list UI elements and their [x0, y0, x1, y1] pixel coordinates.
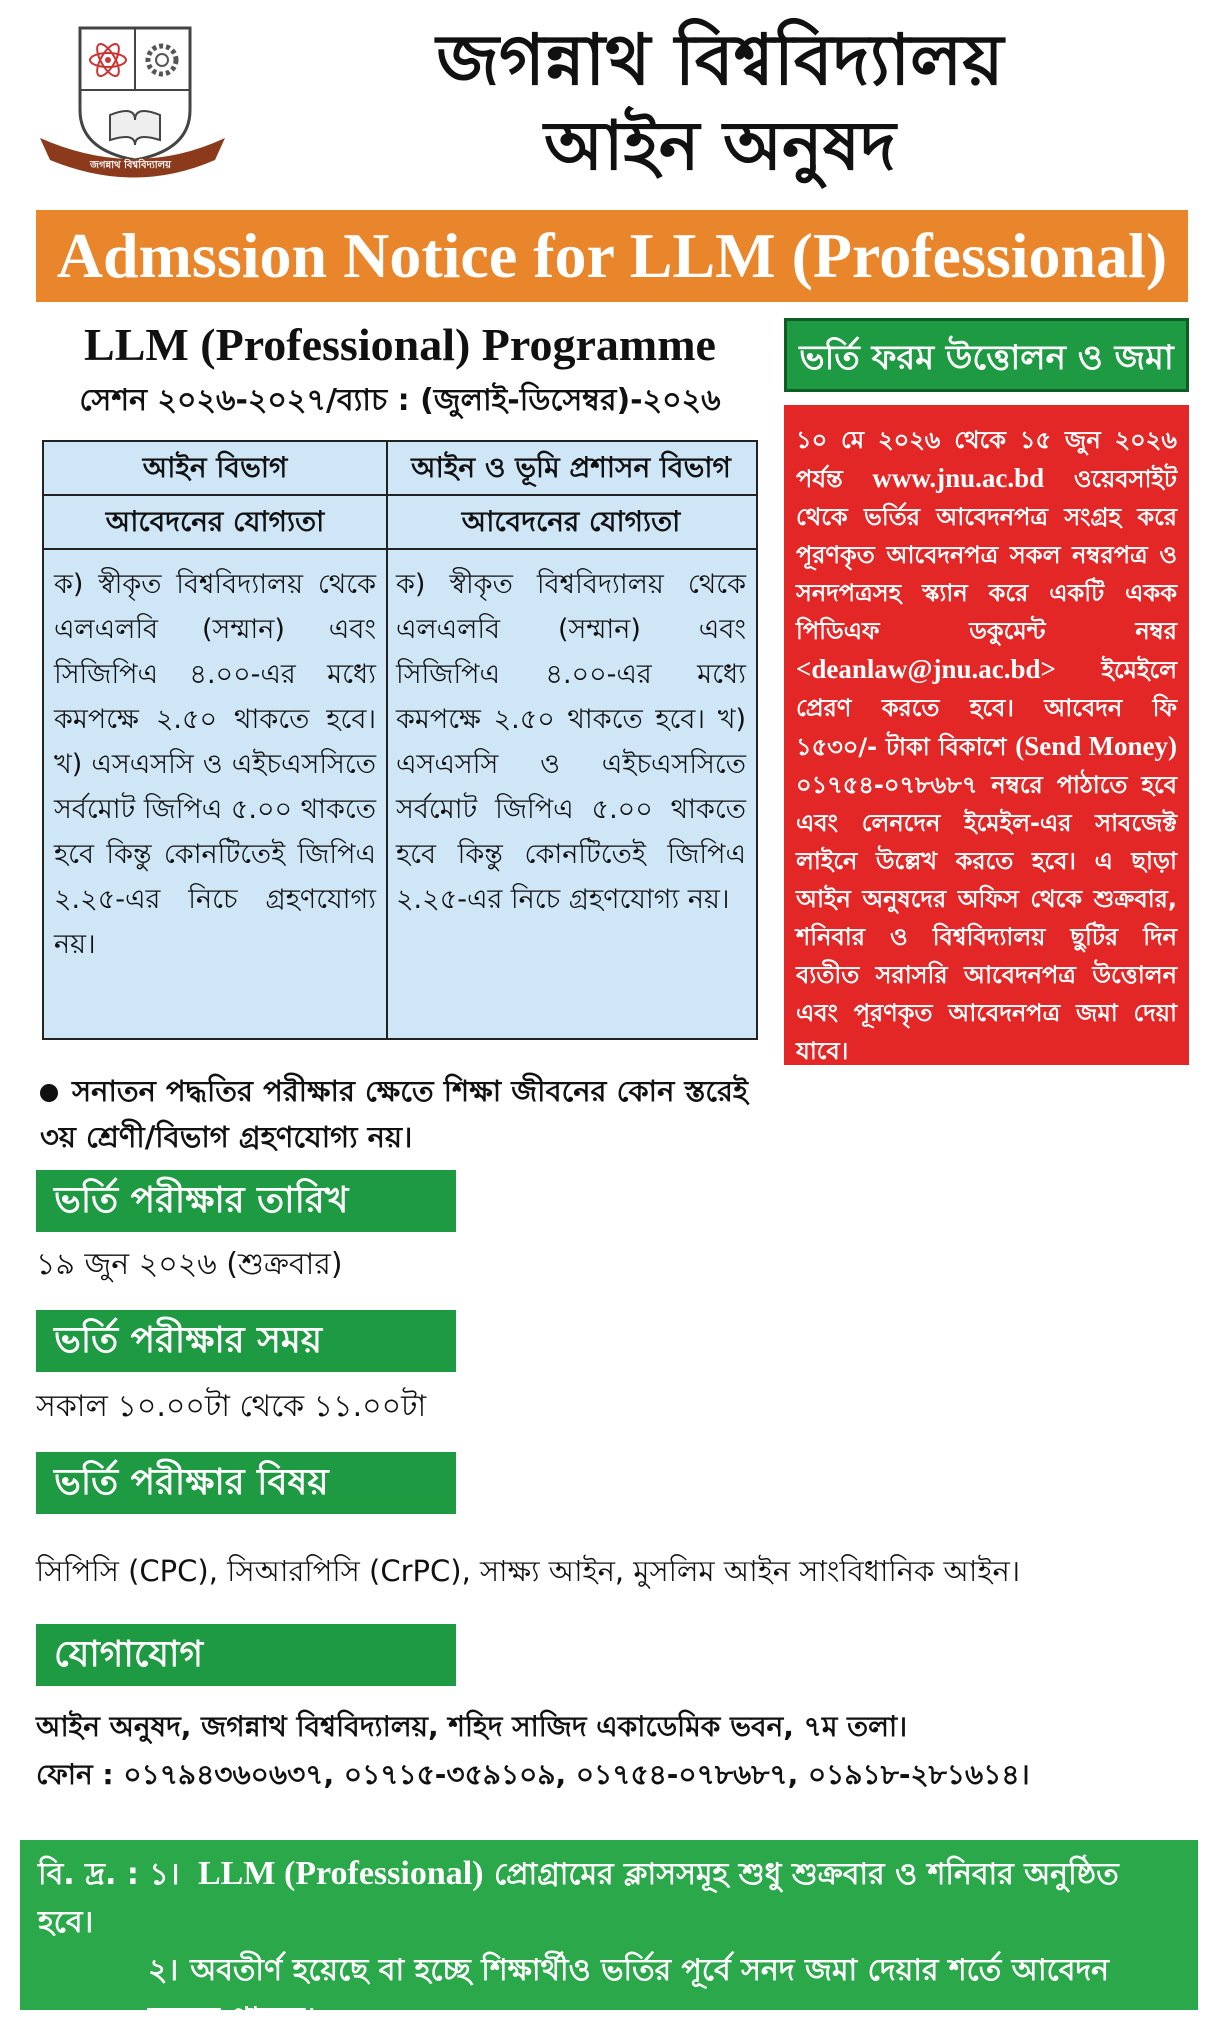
exam-time-heading: ভর্তি পরীক্ষার সময় — [36, 1310, 456, 1372]
eligibility-text: ক) স্বীকৃত বিশ্ববিদ্যালয় থেকে এলএলবি (সম্মান) এবং সিজিপিএ ৪.০০-এর মধ্যে কমপক্ষে ২.৫০ থাকতে হবে। খ) এসএসসি ও এইচএসসিতে সর্বমোট জিপিএ ৫.০০ থাকতে হবে কিন্তু কোনটিতেই জিপিএ ২.২৫-এর নিচে গ্রহণযোগ্য নয়। — [396, 569, 746, 915]
exam-subjects-heading: ভর্তি পরীক্ষার বিষয় — [36, 1452, 456, 1514]
footer-note — [20, 1840, 1198, 2036]
eligibility-subheading: আবেদনের যোগ্যতা — [386, 496, 756, 550]
eligibility-table — [42, 440, 758, 1040]
note1-programme: LLM (Professional) — [198, 1855, 484, 1892]
eligibility-subheading: আবেদনের যোগ্যতা — [44, 496, 386, 550]
exam-date-heading: ভর্তি পরীক্ষার তারিখ — [36, 1170, 456, 1232]
exam-subjects-value: সিপিসি (CPC), সিআরপিসি (CrPC), সাক্ষ্য আইন, মুসলিম আইন সাংবিধানিক আইন। — [36, 1554, 1021, 1588]
admission-banner: Admssion Notice for LLM (Professional) — [36, 210, 1188, 302]
form-dates: ১০ মে ২০২৬ থেকে ১৫ জুন ২০২৬ পর্যন্ত — [796, 426, 1177, 493]
form-text-2: ওয়েবসাইট থেকে ভর্তির আবেদনপত্র সংগ্রহ করে পূরণকৃত আবেদনপত্র সকল নম্বরপত্র ও সনদপত্রসহ স্ক্যান করে একটি একক পিডিএফ ডকুমেন্ট নম্বর — [796, 465, 1177, 645]
form-instructions — [784, 405, 1189, 1065]
contact-heading: যোগাযোগ — [36, 1624, 456, 1686]
website-link[interactable]: www.jnu.ac.bd — [872, 463, 1045, 493]
programme-title: LLM (Professional) Programme — [84, 319, 716, 370]
email-link[interactable]: <deanlaw@jnu.ac.bd> — [796, 654, 1056, 684]
send-money-label: (Send Money) — [1015, 731, 1178, 761]
note1-text: প্রোগ্রামের ক্লাসসমূহ শুধু শুক্রবার ও শনিবার অনুষ্ঠিত হবে। — [38, 1857, 1119, 1940]
grade-note-text: সনাতন পদ্ধতির পরীক্ষার ক্ষেতে শিক্ষা জীবনের কোন স্তরেই ৩য় শ্রেণী/বিভাগ গ্রহণযোগ্য নয়। — [40, 1074, 749, 1154]
exam-date-value: ১৯ জুন ২০২৬ (শুক্রবার) — [36, 1247, 343, 1282]
department-heading: আইন বিভাগ — [44, 442, 386, 496]
note-label: বি. দ্র. : ১। — [38, 1857, 180, 1892]
university-name: জগন্নাথ বিশ্ববিদ্যালয় — [436, 19, 1004, 101]
logo-caption: জগন্নাথ বিশ্ববিদ্যালয় — [90, 160, 172, 171]
department-heading: আইন ও ভূমি প্রশাসন বিভাগ — [386, 442, 756, 496]
footer-note-1 — [38, 1850, 1180, 1947]
note2-text: অবতীর্ণ হয়েছে বা হচ্ছে শিক্ষার্থীও ভর্তির পূর্বে সনদ জমা দেয়ার শর্তে আবেদন করতে পারবে। — [148, 1953, 1110, 2036]
contact-phone: ফোন : ০১৭৯৪৩৬০৬৩৭, ০১৭১৫-৩৫৯১০৯, ০১৭৫৪-০৭৮৬৮৭, ০১৯১৮-২৮১৬১৪। — [36, 1758, 1030, 1791]
contact-address: আইন অনুষদ, জগন্নাথ বিশ্ববিদ্যালয়, শহিদ সাজিদ একাডেমিক ভবন, ৭ম তলা। — [36, 1710, 908, 1743]
bullet-icon — [40, 1084, 58, 1102]
note2-number: ২। — [148, 1953, 179, 1988]
faculty-name: আইন অনুষদ — [544, 107, 896, 186]
form-section-heading: ভর্তি ফরম উত্তোলন ও জমা — [784, 318, 1189, 392]
law-department-column — [44, 442, 388, 1038]
footer-note-2 — [38, 1947, 1180, 2043]
university-logo — [30, 20, 235, 180]
form-text-4: ০১৭৫৪-০৭৮৬৮৭ নম্বরে পাঠাতে হবে এবং লেনদেন ইমেইল-এর সাবজেক্ট লাইনে উল্লেখ করতে হবে। এ ছাড়া আইন অনুষদের অফিস থেকে শুক্রবার, শনিবার ও বিশ্ববিদ্যালয় ছুটির দিন ব্যতীত সরাসরি আবেদনপত্র উত্তোলন এবং পূরণকৃত আবেদনপত্র জমা দেয়া যাবে। — [796, 771, 1177, 1065]
grade-note — [40, 1068, 760, 1160]
form-text-3: ইমেইলে প্রেরণ করতে হবে। আবেদন ফি ১৫৩০/- টাকা বিকাশে — [796, 656, 1177, 761]
exam-time-value: সকাল ১০.০০টা থেকে ১১.০০টা — [36, 1389, 427, 1424]
law-land-admin-column — [386, 442, 756, 1038]
eligibility-text: ক) স্বীকৃত বিশ্ববিদ্যালয় থেকে এলএলবি (সম্মান) এবং সিজিপিএ ৪.০০-এর মধ্যে কমপক্ষে ২.৫০ থাকতে হবে। খ) এসএসসি ও এইচএসসিতে সর্বমোট জিপিএ ৫.০০ থাকতে হবে কিন্তু কোনটিতেই জিপিএ ২.২৫-এর নিচে গ্রহণযোগ্য নয়। — [54, 569, 376, 960]
session-info: সেশন ২০২৬-২০২৭/ব্যাচ : (জুলাই-ডিসেম্বর)-২০২৬ — [79, 383, 721, 418]
